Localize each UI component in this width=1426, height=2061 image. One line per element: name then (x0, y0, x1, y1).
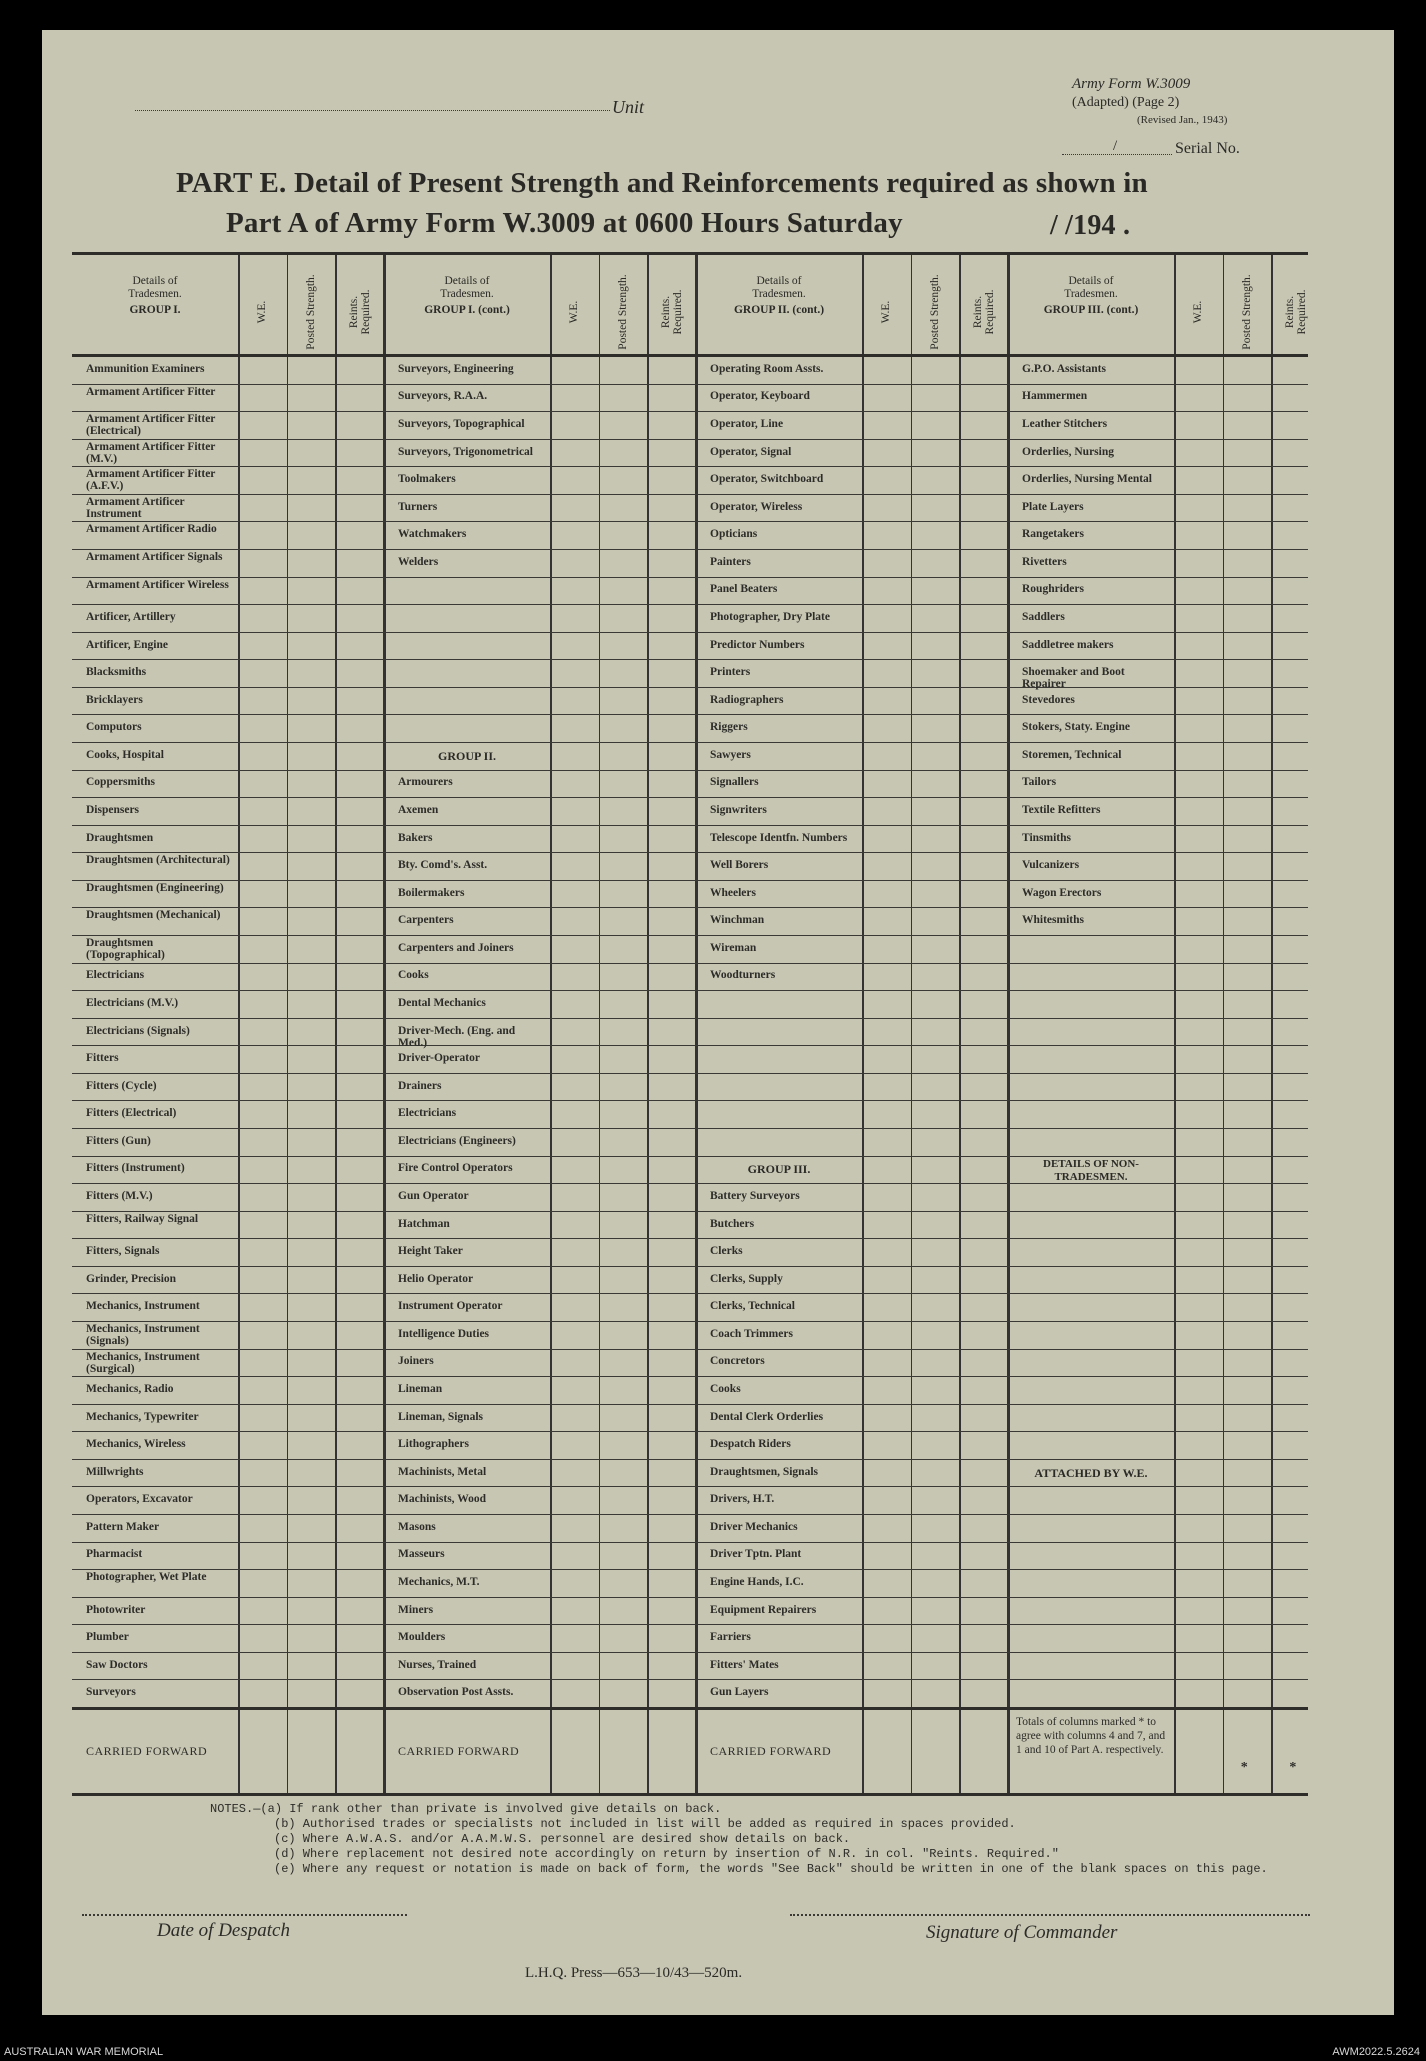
row-line (72, 1486, 1308, 1487)
form-name: Army Form W.3009 (1072, 76, 1191, 92)
trade-item: Intelligence Duties (398, 1327, 490, 1340)
row-line (72, 1597, 1308, 1598)
note-b: (b) Authorised trades or specialists not included in list will be added as required in spaces provided. (274, 1817, 1016, 1831)
row-line (72, 1652, 1308, 1653)
trade-item: Fitters (Gun) (86, 1134, 151, 1147)
note-a: (a) If rank other than private is involved give details on back. (260, 1802, 722, 1816)
trade-item: Artificer, Engine (86, 638, 168, 651)
star-reints-required: * (1289, 1760, 1297, 1775)
commander-signature-label: Signature of Commander (926, 1922, 1118, 1943)
trade-item: Driver-Operator (398, 1052, 480, 1065)
note-c: (c) Where A.W.A.S. and/or A.A.M.W.S. personnel are desired show details on back. (274, 1832, 851, 1846)
trade-item: Panel Beaters (710, 583, 778, 596)
row-line (72, 880, 1308, 881)
trade-item: Draughtsmen (Topographical) (86, 937, 165, 961)
row-line (72, 577, 1308, 578)
trade-item: Armament Artificer Fitter (86, 385, 216, 398)
trade-item: Sawyers (710, 748, 751, 761)
trade-item: Farriers (710, 1631, 751, 1644)
trade-item: Hammermen (1022, 390, 1088, 403)
trade-item: Coach Trimmers (710, 1327, 793, 1340)
row-line (72, 1542, 1308, 1543)
group-divider-line (383, 255, 386, 1793)
trade-item: Opticians (710, 528, 758, 541)
row-line (72, 1349, 1308, 1350)
trade-item: Drivers, H.T. (710, 1493, 775, 1506)
trade-item: Concretors (710, 1355, 765, 1368)
trade-item: Carpenters (398, 914, 454, 927)
form-adapted: (Adapted) (Page 2) (1072, 95, 1180, 110)
trade-item: Printers (710, 666, 751, 679)
trade-item: Saddlers (1022, 610, 1065, 623)
carried-forward-divider (72, 1707, 1308, 1710)
header-divider (72, 354, 1308, 357)
trade-item: Operator, Line (710, 417, 784, 430)
trade-item: Machinists, Metal (398, 1465, 487, 1478)
trade-item: Drainers (398, 1079, 442, 1092)
trade-item: Helio Operator (398, 1272, 474, 1285)
trade-item: Mechanics, Radio (86, 1382, 174, 1395)
trade-item: Artificer, Artillery (86, 610, 176, 623)
trade-item: Telescope Identfn. Numbers (710, 831, 848, 844)
despatch-date-label: Date of Despatch (157, 1920, 290, 1941)
trade-item: Well Borers (710, 859, 769, 872)
trade-item: Armament Artificer Radio (86, 523, 217, 536)
row-line (72, 742, 1308, 743)
trade-item: Whitesmiths (1022, 914, 1084, 927)
column-line (335, 255, 337, 1793)
trade-item: Woodturners (710, 969, 776, 982)
row-line (72, 1266, 1308, 1267)
trade-item: Plumber (86, 1631, 129, 1644)
trade-item: Riggers (710, 721, 748, 734)
trade-item: Coppersmiths (86, 776, 156, 789)
serial-slash: / (1113, 138, 1118, 154)
note-d: (d) Where replacement not desired note accordingly on return by insertion of N.R. in col. "Reints. Required." (274, 1847, 1059, 1861)
trade-item: Gun Layers (710, 1686, 769, 1699)
unit-field-line[interactable] (135, 110, 610, 111)
carried-forward-label: CARRIED FORWARD (710, 1744, 832, 1758)
row-line (72, 1211, 1308, 1212)
trade-item: Orderlies, Nursing Mental (1022, 473, 1152, 486)
trade-item: Roughriders (1022, 583, 1084, 596)
trade-item: Operator, Keyboard (710, 390, 810, 403)
trade-item: Clerks (710, 1245, 743, 1258)
trade-item: Dental Mechanics (398, 996, 486, 1009)
group-ii-title: GROUP II. (437, 748, 496, 763)
trade-item: Rivetters (1022, 555, 1067, 568)
trade-item: Driver Mechanics (710, 1520, 798, 1533)
trade-item: Predictor Numbers (710, 638, 805, 651)
trade-item: Fitters (Electrical) (86, 1107, 177, 1120)
footer-left: AUSTRALIAN WAR MEMORIAL (4, 2046, 164, 2058)
trade-item: Bty. Comd's. Asst. (398, 859, 488, 872)
trade-item: Wireman (710, 941, 757, 954)
header-we: W.E. (880, 300, 893, 324)
row-line (72, 549, 1308, 550)
column-line (1223, 255, 1225, 1793)
row-line (72, 494, 1308, 495)
header-line-2: Tradesmen. (440, 288, 494, 300)
despatch-date-line[interactable] (82, 1914, 407, 1916)
notes-label: NOTES.— (210, 1802, 261, 1816)
header-line-1: Details of (132, 275, 178, 287)
trade-item: Operating Room Assts. (710, 362, 824, 375)
row-line (72, 990, 1308, 991)
column-line (599, 255, 601, 1793)
trade-item: Orderlies, Nursing (1022, 445, 1114, 458)
trade-item: Draughtsmen (Architectural) (86, 854, 230, 867)
trade-item: Driver-Mech. (Eng. and Med.) (398, 1024, 516, 1049)
trade-item: Surveyors, Engineering (398, 362, 514, 375)
totals-note: Totals of columns marked * to agree with columns 4 and 7, and 1 and 10 of Part A. respectively. (1016, 1716, 1166, 1756)
trade-item: Observation Post Assts. (398, 1686, 514, 1699)
header-posted-strength: Posted Strength. (617, 274, 630, 350)
trade-item: Masons (398, 1520, 436, 1533)
trade-item: Vulcanizers (1022, 859, 1080, 872)
row-line (72, 521, 1308, 522)
column-line (647, 255, 649, 1793)
trade-item: Surveyors, Topographical (398, 417, 525, 430)
group-divider-line (1007, 255, 1010, 1793)
trade-item: Fire Control Operators (398, 1162, 513, 1175)
column-line (1174, 255, 1176, 1793)
row-line (72, 1679, 1308, 1680)
row-line (72, 1045, 1308, 1046)
star-posted-strength: * (1240, 1760, 1248, 1775)
trade-item: Electricians (M.V.) (86, 996, 179, 1009)
carried-forward-label: CARRIED FORWARD (86, 1744, 208, 1758)
trade-item: Armament Artificer Instrument (86, 495, 185, 520)
column-header-details (72, 275, 238, 317)
row-line (72, 384, 1308, 385)
header-posted-strength: Posted Strength. (1241, 274, 1254, 350)
trade-item: Electricians (Engineers) (398, 1134, 516, 1147)
trade-item: Mechanics, Instrument (Signals) (86, 1323, 200, 1347)
trade-item: Saddletree makers (1022, 638, 1114, 651)
trade-item: Armament Artificer Fitter (M.V.) (86, 440, 216, 465)
header-reints-required: Reints. Required. (1283, 289, 1308, 335)
trade-item: Signwriters (710, 803, 767, 816)
column-line (287, 255, 289, 1793)
trade-item: Wheelers (710, 886, 756, 899)
trade-item: Fitters (Instrument) (86, 1162, 185, 1175)
row-line (72, 1624, 1308, 1625)
trade-item: Butchers (710, 1217, 755, 1230)
trade-item: Blacksmiths (86, 666, 147, 679)
column-line (550, 255, 552, 1793)
title-line-1: PART E. Detail of Present Strength and Reinforcements required as shown in (176, 167, 1148, 199)
column-header-details (1008, 275, 1174, 317)
header-posted-strength: Posted Strength. (305, 274, 318, 350)
trade-item: Surveyors, Trigonometrical (398, 445, 533, 458)
trade-item: Mechanics, Instrument (Surgical) (86, 1350, 200, 1375)
row-line (72, 825, 1308, 826)
row-line (72, 1073, 1308, 1074)
header-line-2: Tradesmen. (1064, 288, 1118, 300)
trade-item: Textile Refitters (1022, 803, 1101, 816)
row-line (72, 604, 1308, 605)
row-line (72, 852, 1308, 853)
trade-item: Cooks (398, 969, 429, 982)
column-header-details (384, 275, 550, 317)
trade-item: Joiners (398, 1355, 434, 1368)
press-line: L.H.Q. Press—653—10/43—520m. (525, 1965, 743, 1981)
trade-item: Plate Layers (1022, 500, 1084, 513)
trade-item: Electricians (398, 1107, 457, 1120)
trade-item: Mechanics, Instrument (86, 1300, 200, 1313)
row-line (72, 1156, 1308, 1157)
trade-item: G.P.O. Assistants (1022, 362, 1106, 375)
header-group: GROUP I. (129, 304, 181, 316)
trade-item: Stevedores (1022, 693, 1075, 706)
trade-item: Armament Artificer Wireless (86, 578, 229, 591)
trade-item: Operator, Signal (710, 445, 792, 458)
trade-item: Turners (398, 500, 438, 513)
trade-item: Millwrights (86, 1465, 144, 1478)
trade-item: Winchman (710, 914, 765, 927)
trade-item: Axemen (398, 803, 439, 816)
column-line (862, 255, 864, 1793)
header-we: W.E. (1192, 300, 1205, 324)
attached-by-we-title: ATTACHED BY W.E. (1034, 1465, 1148, 1480)
row-line (72, 1569, 1308, 1570)
row-line (72, 1293, 1308, 1294)
column-line (911, 255, 913, 1793)
trade-item: Machinists, Wood (398, 1493, 486, 1506)
trade-item: Despatch Riders (710, 1438, 791, 1451)
serial-label: Serial No. (1175, 140, 1240, 157)
header-we: W.E. (256, 300, 269, 324)
trade-item: Masseurs (398, 1548, 445, 1561)
header-line-2: Tradesmen. (752, 288, 806, 300)
row-line (72, 1431, 1308, 1432)
header-group: GROUP I. (cont.) (424, 304, 510, 316)
header-group: GROUP III. (cont.) (1043, 304, 1139, 316)
trade-item: Fitters, Railway Signal (86, 1212, 199, 1225)
trade-item: Fitters (86, 1052, 119, 1065)
trade-item: Grinder, Precision (86, 1272, 177, 1285)
trade-item: Bricklayers (86, 693, 143, 706)
trade-item: Tailors (1022, 776, 1057, 789)
footer-right: AWM2022.5.2624 (1332, 2046, 1420, 2058)
trade-item: Draughtsmen (86, 831, 154, 844)
trade-item: Radiographers (710, 693, 784, 706)
note-e: (e) Where any request or notation is made on back of form, the words "See Back" should be written in one of the blank spaces on this page. (274, 1862, 1268, 1876)
trade-item: Operator, Switchboard (710, 473, 824, 486)
header-reints-required: Reints. Required. (971, 289, 996, 335)
trade-item: Signallers (710, 776, 759, 789)
row-line (72, 439, 1308, 440)
trade-item: Photographer, Wet Plate (86, 1571, 207, 1584)
trade-item: Fitters' Mates (710, 1658, 779, 1671)
trade-item: Surveyors, R.A.A. (398, 390, 488, 403)
form-revised: (Revised Jan., 1943) (1137, 114, 1228, 126)
trade-item: Ammunition Examiners (86, 362, 205, 375)
trade-item: Lineman (398, 1382, 443, 1395)
row-line (72, 1459, 1308, 1460)
trade-item: Fitters (M.V.) (86, 1189, 153, 1202)
trade-item: Bakers (398, 831, 433, 844)
row-line (72, 1100, 1308, 1101)
row-line (72, 411, 1308, 412)
trade-item: Dental Clerk Orderlies (710, 1410, 824, 1423)
header-line-1: Details of (756, 275, 802, 287)
trade-item: Driver Tptn. Plant (710, 1548, 802, 1561)
row-line (72, 1376, 1308, 1377)
trade-item: Wagon Erectors (1022, 886, 1102, 899)
trade-item: Pharmacist (86, 1548, 143, 1561)
group-iii-title: GROUP III. (747, 1162, 811, 1177)
title-date: / /194 . (1050, 210, 1131, 241)
trade-item: Draughtsmen, Signals (710, 1465, 818, 1478)
trade-item: Photowriter (86, 1603, 146, 1616)
row-line (72, 770, 1308, 771)
column-line (238, 255, 240, 1793)
row-line (72, 1018, 1308, 1019)
column-header-details (696, 275, 862, 317)
trade-item: Armament Artificer Fitter (A.F.V.) (86, 468, 216, 493)
header-reints-required: Reints. Required. (347, 289, 372, 335)
trade-item: Gun Operator (398, 1189, 469, 1202)
trade-item: Armament Artificer Signals (86, 551, 223, 563)
row-line (72, 466, 1308, 467)
trade-item: Photographer, Dry Plate (710, 610, 830, 623)
row-line (72, 907, 1308, 908)
trade-item: Welders (398, 555, 439, 568)
row-line (72, 659, 1308, 660)
header-group: GROUP II. (cont.) (733, 304, 825, 316)
non-tradesmen-title: DETAILS OF NON-TRADESMEN. (1043, 1157, 1139, 1183)
row-line (72, 797, 1308, 798)
trade-item: Fitters (Cycle) (86, 1079, 157, 1092)
row-line (72, 1238, 1308, 1239)
trade-item: Surveyors (86, 1686, 136, 1699)
column-line (959, 255, 961, 1793)
header-reints-required: Reints. Required. (659, 289, 684, 335)
row-line (72, 632, 1308, 633)
row-line (72, 1321, 1308, 1322)
carried-forward-label: CARRIED FORWARD (398, 1744, 520, 1758)
trade-item: Clerks, Technical (710, 1300, 795, 1313)
trade-item: Instrument Operator (398, 1300, 503, 1313)
trade-item: Painters (710, 555, 751, 568)
trade-item: Draughtsmen (Mechanical) (86, 909, 221, 922)
trade-item: Mechanics, M.T. (398, 1575, 480, 1588)
trade-item: Lithographers (398, 1438, 469, 1451)
notes-block (210, 1802, 1268, 1877)
trade-item: Stokers, Staty. Engine (1022, 721, 1130, 734)
header-line-1: Details of (444, 275, 490, 287)
trade-item: Armament Artificer Fitter (Electrical) (86, 413, 216, 438)
trade-item: Pattern Maker (86, 1520, 160, 1533)
trade-item: Cooks (710, 1382, 741, 1395)
trade-item: Leather Stitchers (1022, 417, 1108, 430)
row-line (72, 963, 1308, 964)
trade-item: Saw Doctors (86, 1658, 148, 1671)
header-we: W.E. (568, 300, 581, 324)
trade-item: Computors (86, 721, 142, 734)
trade-item: Mechanics, Typewriter (86, 1410, 199, 1423)
row-line (72, 1128, 1308, 1129)
trade-item: Boilermakers (398, 886, 465, 899)
trade-item: Clerks, Supply (710, 1272, 783, 1285)
trade-item: Storemen, Technical (1022, 748, 1122, 761)
trade-item: Lineman, Signals (398, 1410, 483, 1423)
trade-item: Operators, Excavator (86, 1493, 193, 1506)
strength-table (72, 252, 1308, 1796)
trade-item: Engine Hands, I.C. (710, 1575, 804, 1588)
trade-item: Battery Surveyors (710, 1189, 800, 1202)
trade-item: Electricians (Signals) (86, 1024, 190, 1037)
trade-item: Mechanics, Wireless (86, 1438, 186, 1451)
header-posted-strength: Posted Strength. (929, 274, 942, 350)
trade-item: Shoemaker and Boot Repairer (1022, 666, 1125, 691)
trade-item: Miners (398, 1603, 434, 1616)
column-line (1271, 255, 1273, 1793)
trade-item: Toolmakers (398, 473, 456, 486)
row-line (72, 1404, 1308, 1405)
trade-item: Moulders (398, 1631, 446, 1644)
trade-item: Height Taker (398, 1245, 463, 1258)
trade-item: Carpenters and Joiners (398, 941, 514, 954)
row-line (72, 714, 1308, 715)
trade-item: Nurses, Trained (398, 1658, 477, 1671)
trade-item: Tinsmiths (1022, 831, 1072, 844)
trade-item: Hatchman (398, 1217, 450, 1230)
row-line (72, 1514, 1308, 1515)
title-line-2: Part A of Army Form W.3009 at 0600 Hours Saturday (226, 207, 903, 239)
trade-item: Electricians (86, 969, 145, 982)
trade-item: Draughtsmen (Engineering) (86, 881, 224, 894)
group-divider-line (695, 255, 698, 1793)
row-line (72, 935, 1308, 936)
commander-signature-line[interactable] (790, 1914, 1310, 1916)
trade-item: Operator, Wireless (710, 500, 803, 513)
trade-item: Armourers (398, 776, 453, 789)
unit-label: Unit (612, 97, 645, 117)
trade-item: Fitters, Signals (86, 1245, 160, 1258)
header-line-2: Tradesmen. (128, 288, 182, 300)
header-line-1: Details of (1068, 275, 1114, 287)
trade-item: Rangetakers (1022, 528, 1084, 541)
trade-item: Watchmakers (398, 528, 467, 541)
trade-item: Dispensers (86, 803, 140, 816)
trade-item: Equipment Repairers (710, 1603, 817, 1616)
trade-item: Cooks, Hospital (86, 748, 164, 761)
